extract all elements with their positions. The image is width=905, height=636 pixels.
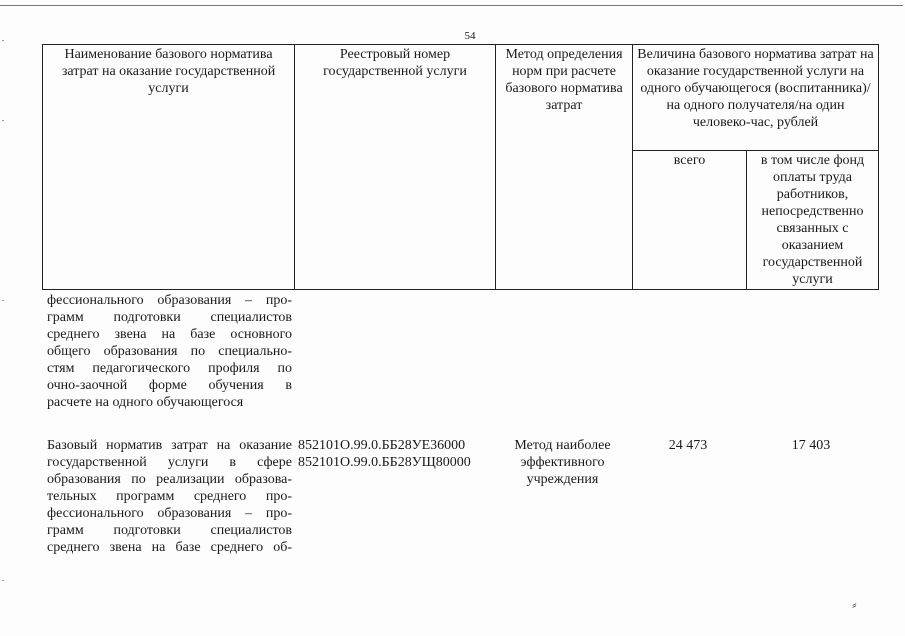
header-col-name: Наименование базового норматива затрат на оказание государственной услуги <box>43 45 295 290</box>
header-sub-salary: в том числе фонд оплаты труда работников, непосредственно связанных с оказанием государственной услуги <box>747 151 879 290</box>
text-line: тельных программ среднего про- <box>47 489 292 504</box>
scan-edge-mark <box>2 40 4 41</box>
text-line: грамм подготовки специалистов <box>47 310 292 325</box>
header-table <box>42 44 879 290</box>
text-line: среднего звена на базе основного <box>47 327 292 342</box>
registry-code: 852101О.99.0.ББ28УЕ36000 <box>298 438 466 453</box>
text-line: стям педагогического профиля по <box>47 361 292 376</box>
row-registry-codes <box>298 437 498 471</box>
text-line: образования по реализации образова- <box>47 472 292 487</box>
scan-edge-mark <box>2 300 4 301</box>
text-line: общего образования по специально- <box>47 344 292 359</box>
row-salary-value: 17 403 <box>791 438 831 453</box>
header-col-method: Метод определения норм при расчете базового норматива затрат <box>496 45 633 290</box>
row-name <box>47 437 292 556</box>
scan-edge-mark <box>2 120 4 121</box>
header-col-registry: Реестровый номер государственной услуги <box>295 45 496 290</box>
scan-edge-mark <box>2 580 4 581</box>
continuation-text <box>47 292 292 411</box>
text-line: Базовый норматив затрат на оказание <box>47 438 292 453</box>
registry-code: 852101О.99.0.ББ28УЩ80000 <box>298 455 471 470</box>
text-line: расчете на одного обучающегося <box>47 395 244 410</box>
row-total-value: 24 473 <box>668 438 708 453</box>
top-border-line <box>0 5 903 6</box>
text-line: фессионального образования – про- <box>47 293 292 308</box>
corner-mark: ⸗ <box>852 598 857 613</box>
text-line: очно-заочной форме обучения в <box>47 378 292 393</box>
text-line: грамм подготовки специалистов <box>47 523 292 538</box>
header-sub-total: всего <box>633 151 747 290</box>
row-method: Метод наиболее эффективного учреждения <box>514 438 611 487</box>
header-col-value: Величина базового норматива затрат на оказание государственной услуги на одного обучающегося (воспитанника)/на одного получателя/на один человеко-час, рублей <box>633 45 879 151</box>
text-line: государственной услуги в сфере <box>47 455 292 470</box>
page-number: 54 <box>464 30 476 42</box>
text-line: фессионального образования – про- <box>47 506 292 521</box>
text-line: среднего звена на базе среднего об- <box>47 540 292 555</box>
